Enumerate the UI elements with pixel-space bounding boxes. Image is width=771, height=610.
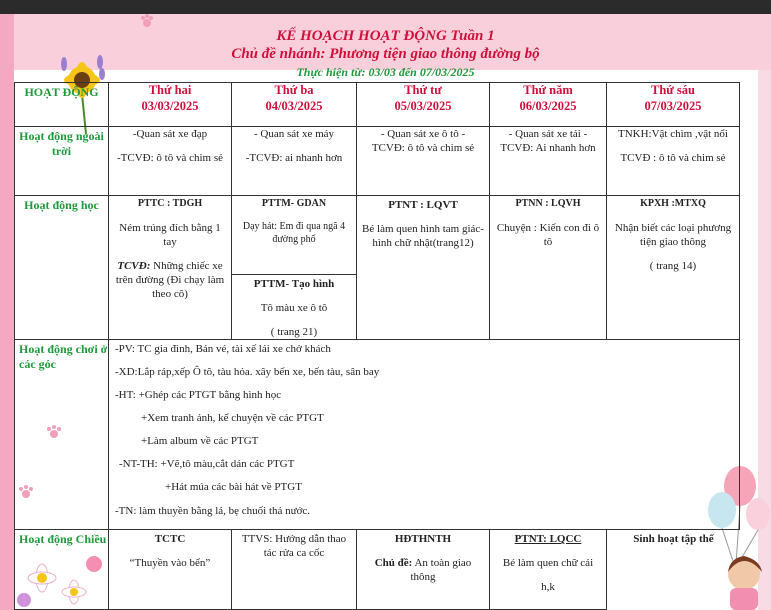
day-name: Thứ sáu	[651, 83, 695, 97]
afternoon-subject: TCTC	[154, 533, 186, 545]
learning-page: ( trang 14)	[649, 259, 697, 272]
outdoor-tue	[231, 126, 357, 196]
day-header-fri	[606, 82, 740, 127]
day-header-thu	[489, 82, 607, 127]
outdoor-fri	[606, 126, 740, 196]
game-label: TCVĐ:	[117, 259, 151, 272]
learning-mon	[108, 195, 232, 340]
plan-title: KẾ HOẠCH HOẠT ĐỘNG Tuần 1	[276, 28, 495, 44]
corner-activity-line: -HT: +Ghép các PTGT bằng hình học	[115, 389, 282, 402]
day-header-wed	[356, 82, 490, 127]
paw-icon	[140, 14, 154, 28]
learning-subject: KPXH :MTXQ	[640, 198, 706, 209]
outdoor-game: TCVĐ: ô tô và chim sẻ	[371, 142, 475, 155]
learning-page: ( trang 21)	[270, 326, 318, 339]
row-label-corners	[14, 339, 109, 530]
row-label-text: Hoạt động Chiều	[19, 532, 107, 546]
day-date: 06/03/2025	[519, 98, 577, 113]
afternoon-subject: HĐTHNTH	[394, 533, 452, 545]
corner-activity-line: -PV: TC gia đình, Bán vé, tài xế lái xe chở khách	[115, 343, 331, 355]
row-label-outdoor	[14, 126, 109, 196]
corners-activities	[108, 339, 740, 530]
corner-activity-line: +Xem tranh ảnh, kể chuyện về các PTGT	[141, 412, 324, 425]
learning-tue-art	[231, 274, 357, 340]
corner-activity-line: -TN: làm thuyền bằng lá, bẹ chuối thả nước.	[115, 504, 311, 517]
day-date: 03/03/2025	[141, 98, 199, 113]
game-content: Những chiếc xe trên đường (Đi chạy làm theo cô)	[115, 259, 225, 301]
learning-subject: PTTM- Tạo hình	[253, 278, 335, 290]
corner-activity-line: +Hát múa các bài hát về PTGT	[165, 481, 302, 494]
day-name: Thứ tư	[404, 83, 442, 97]
corner-activity-line: -XD:Lắp ráp,xếp Ô tô, tàu hỏa. xây bến xe, bến tàu, sân bay	[115, 366, 380, 379]
schedule-table	[14, 82, 740, 610]
learning-content: Nhận biết các loại phương tiện giao thông	[614, 221, 732, 248]
day-date: 05/03/2025	[394, 98, 452, 113]
row-label-afternoon	[14, 529, 109, 610]
learning-subject: PTNN : LQVH	[515, 198, 581, 209]
corner-header	[14, 82, 109, 127]
day-date: 07/03/2025	[644, 98, 702, 113]
outdoor-activity: - Quan sát xe máy	[253, 128, 335, 140]
outdoor-game: -TCVĐ: ô tô và chim sẻ	[116, 152, 223, 165]
afternoon-thu	[489, 529, 607, 610]
afternoon-subject: PTNT: LQCC	[514, 533, 582, 545]
afternoon-fri	[606, 529, 740, 610]
corner-activity-line: +Làm album về các PTGT	[141, 435, 259, 448]
afternoon-subject: Sinh hoạt tập thể	[633, 533, 714, 545]
left-border	[0, 14, 14, 610]
learning-subject: PTTM- GDAN	[261, 198, 327, 209]
plan-subtitle: Chủ đề nhánh: Phương tiện giao thông đường bộ	[231, 46, 540, 62]
topic-label: Chủ đề:	[374, 557, 413, 570]
outdoor-game: TCVĐ: Ai nhanh hơn	[500, 142, 596, 155]
day-header-tue	[231, 82, 357, 127]
learning-content: Chuyện : Kiến con đi ô tô	[496, 221, 600, 248]
learning-subject: PTNT : LQVT	[388, 199, 458, 211]
day-date: 04/03/2025	[265, 98, 323, 113]
day-name: Thứ năm	[523, 83, 573, 97]
learning-fri	[606, 195, 740, 340]
learning-thu	[489, 195, 607, 340]
afternoon-wed	[356, 529, 490, 610]
outdoor-activity: - Quan sát xe tải -	[508, 128, 588, 140]
row-label-text: Hoạt động chơi ở các góc	[19, 342, 108, 372]
outdoor-activity: -Quan sát xe đạp	[132, 128, 208, 140]
outdoor-activity: - Quan sát xe ô tô -	[380, 128, 466, 140]
learning-wed	[356, 195, 490, 340]
corner-activity-line: -NT-TH: +Vẽ,tô màu,cắt dán các PTGT	[119, 458, 295, 471]
page-background	[0, 14, 771, 610]
afternoon-content: “Thuyền vào bến”	[129, 557, 211, 570]
learning-content: Dạy hát: Em đi qua ngã 4 đường phố	[242, 220, 346, 245]
plan-dates: Thực hiện từ: 03/03 đến 07/03/2025	[296, 65, 475, 79]
day-header-mon	[108, 82, 232, 127]
learning-content: Bé làm quen hình tam giác- hình chữ nhật(trang12)	[362, 223, 484, 250]
afternoon-mon	[108, 529, 232, 610]
outdoor-wed	[356, 126, 490, 196]
row-label-text: Hoạt động ngoài trời	[19, 129, 104, 159]
learning-content: Ném trúng đích bằng 1 tay	[119, 221, 221, 248]
corner-label: HOẠT ĐỘNG	[24, 85, 99, 99]
outdoor-mon	[108, 126, 232, 196]
day-name: Thứ hai	[148, 83, 192, 97]
outdoor-thu	[489, 126, 607, 196]
outdoor-game: TCVĐ : ô tô và chim sẻ	[620, 152, 726, 165]
afternoon-content: Bé làm quen chữ cái	[502, 557, 594, 570]
topic-content: An toàn giao thông	[410, 557, 472, 584]
learning-tue-music	[231, 195, 357, 275]
afternoon-content: TTVS: Hướng dẫn thao tác rửa ca cốc	[241, 533, 347, 560]
row-label-text: Hoạt động học	[24, 198, 99, 212]
outdoor-activity: TNKH:Vật chìm ,vật nổi	[618, 128, 728, 140]
afternoon-tue	[231, 529, 357, 610]
learning-subject: PTTC : TDGH	[137, 198, 203, 209]
day-name: Thứ ba	[274, 83, 314, 97]
row-label-learning	[14, 195, 109, 340]
afternoon-letters: h,k	[541, 581, 555, 594]
learning-content: Tô màu xe ô tô	[260, 302, 328, 315]
outdoor-game: -TCVĐ: ai nhanh hơn	[245, 152, 343, 165]
